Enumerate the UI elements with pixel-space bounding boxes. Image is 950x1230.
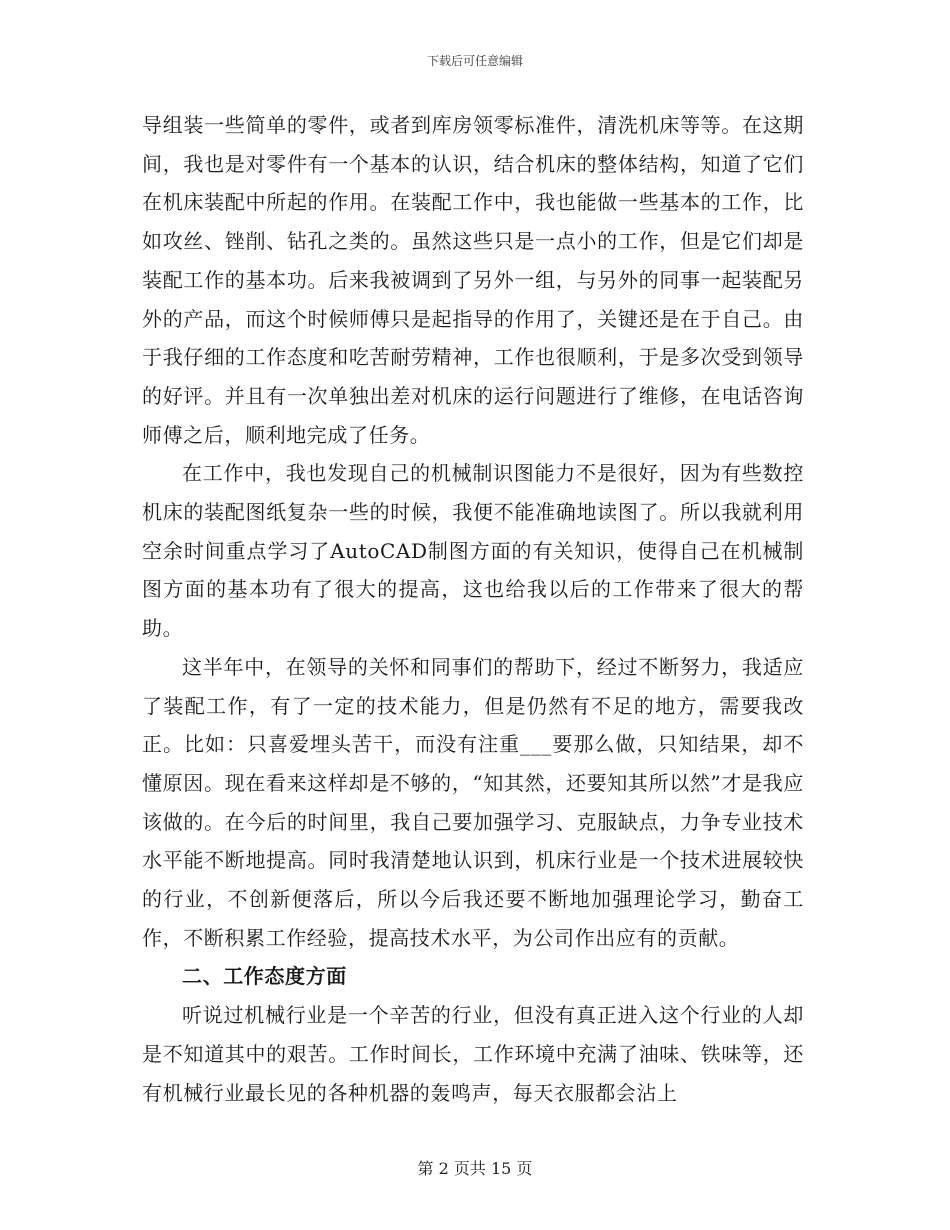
- paragraph-drawing-skills: 在工作中，我也发现自己的机械制识图能力不是很好，因为有些数控机床的装配图纸复杂一些的时候，我便不能准确地读图了。所以我就利用空余时间重点学习了AutoCAD制图方面的有关知识，使得自己在机械制图方面的基本功有了很大的提高，这也给我以后的工作带来了很大的帮助。: [142, 461, 804, 641]
- document-body: [142, 106, 804, 1112]
- page-number: 第 2 页共 15 页: [417, 1159, 533, 1178]
- paragraph-work-attitude: 听说过机械行业是一个辛苦的行业，但没有真正进入这个行业的人却是不知道其中的艰苦。工作时间长，工作环境中充满了油味、铁味等，还有机械行业最长见的各种机器的轰鸣声，每天衣服都会沾上: [142, 1003, 804, 1105]
- paragraph-continued: 导组装一些简单的零件，或者到库房领零标准件，清洗机床等等。在这期间，我也是对零件有一个基本的认识，结合机床的整体结构，知道了它们在机床装配中所起的作用。在装配工作中，我也能做一些基本的工作，比如攻丝、锉削、钻孔之类的。虽然这些只是一点小的工作，但是它们却是装配工作的基本功。后来我被调到了另外一组，与另外的同事一起装配另外的产品，而这个时候师傅只是起指导的作用了，关键还是在于自己。由于我仔细的工作态度和吃苦耐劳精神，工作也很顺利，于是多次受到领导的好评。并且有一次单独出差对机床的运行问题进行了维修，在电话咨询师傅之后，顺利地完成了任务。: [142, 113, 804, 447]
- page-header: 下载后可任意编辑: [426, 54, 523, 68]
- section-heading: 二、工作态度方面: [182, 964, 347, 989]
- paragraph-half-year-summary: 这半年中，在领导的关怀和同事们的帮助下，经过不断努力，我适应了装配工作，有了一定的技术能力，但是仍然有不足的地方，需要我改正。比如：只喜爱埋头苦干，而没有注重___要那么做，只知结果，却不懂原因。现在看来这样却是不够的，“知其然，还要知其所以然”才是我应该做的。在今后的时间里，我自己要加强学习、克服缺点，力争专业技术水平能不断地提高。同时我清楚地认识到，机床行业是一个技术进展较快的行业，不创新便落后，所以今后我还要不断地加强理论学习，勤奋工作，不断积累工作经验，提高技术水平，为公司作出应有的贡献。: [142, 654, 804, 950]
